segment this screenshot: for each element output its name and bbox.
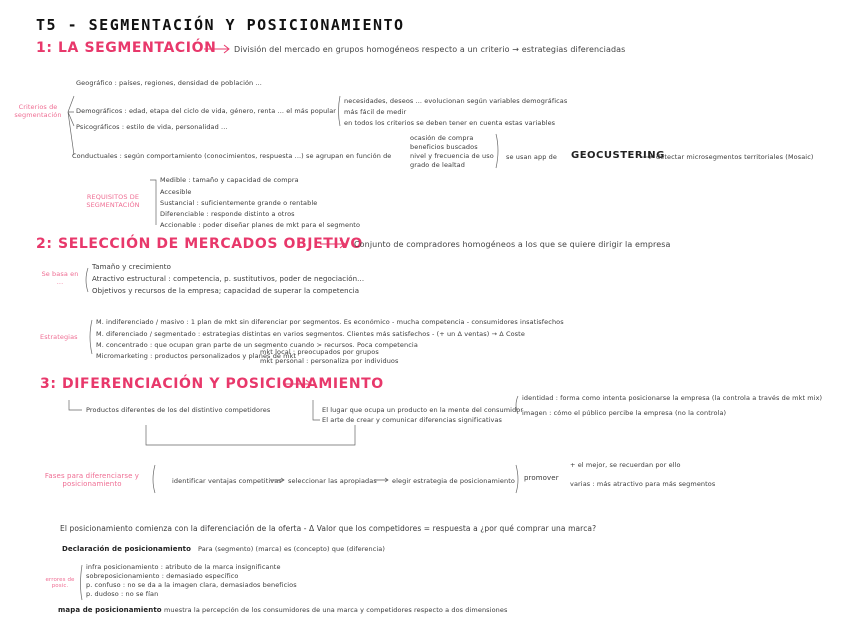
promote-note-2: varias : más atractivo para más segmentos [570,480,716,488]
base-label: Se basa en ... [41,270,79,286]
strat-2: M. diferenciado / segmentado : estrategias distintas en varios segmentos. Clientes más satisfechos - (+ un Δ ventas) → Δ Coste [96,330,525,338]
s2-definition: Conjunto de compradores homogéneos a los que se quiere dirigir la empresa [354,240,671,249]
strat-4: Micromarketing : productos personalizados y planes de mkt [96,352,297,360]
section-2-heading: 2: SELECCIÓN DE MERCADOS OBJETIVO [36,236,363,252]
pos-def-2: El arte de crear y comunicar diferencias significativas [322,416,503,424]
base-2: Atractivo estructural : competencia, p. sustitutivos, poder de negociación... [92,275,365,283]
req-4: Diferenciable : responde distinto a otros [160,210,295,218]
strat-label: Estrategias [40,333,78,341]
req-2: Accesible [160,188,192,196]
phase-2: seleccionar las apropiadas [288,477,377,485]
geo-result: detectar microsegmentos territoriales (Mosaic) [656,153,814,161]
section-3-heading: 3: DIFERENCIACIÓN Y POSICIONAMIENTO [40,376,384,392]
phase-1: identificar ventajas competitivas [172,477,282,485]
geo-note: se usan app de [506,153,557,161]
geo-criterion: Geográfico : países, regiones, densidad de población ... [76,79,262,87]
diff-text: Productos diferentes de los del distintivo competidores [86,406,271,414]
criteria-label: Criterios de segmentación [14,103,62,119]
conduct-item-1: ocasión de compra [410,134,474,142]
summary-text: El posicionamiento comienza con la diferenciación de la oferta - Δ Valor que los competidores = respuesta a ¿por qué comprar una marca? [60,524,597,533]
req-1: Medible : tamaño y capacidad de compra [160,176,299,184]
map-label: mapa de posicionamiento [58,606,162,614]
pos-def-1: El lugar que ocupa un producto en la mente del consumidor [322,406,524,414]
errors-label: errores de posic. [45,577,75,589]
strat-1: M. indiferenciado / masivo : 1 plan de mkt sin diferenciar por segmentos. Es económico - mucha competencia - consumidores insatisfechos [96,318,564,326]
geocustering-keyword: GEOCUSTERING [571,150,665,161]
conduct-item-2: beneficios buscados [410,143,478,151]
phases-label: Fases para diferenciarse y posicionamiento [44,472,140,488]
demo-note-2: más fácil de medir [344,108,407,116]
map-text: muestra la percepción de los consumidores de una marca y competidores respecto a dos dimensiones [164,606,508,614]
demo-criterion: Demográficos : edad, etapa del ciclo de vida, género, renta ... el más popular [76,107,337,115]
demo-note-1: necesidades, deseos ... evolucionan según variables demográficas [344,97,568,105]
image-text: imagen : cómo el público percibe la empresa (no la controla) [522,409,727,417]
conduct-criterion: Conductuales : según comportamiento (conocimientos, respuesta ...) se agrupan en función de [72,152,392,160]
demo-note-3: en todos los criterios se deben tener en cuenta estas variables [344,119,556,127]
base-3: Objetivos y recursos de la empresa; capacidad de superar la competencia [92,287,360,295]
s1-definition: División del mercado en grupos homogéneos respecto a un criterio → estrategias diferenciadas [234,45,626,54]
error-3: p. confuso : no se da a la imagen clara, demasiados beneficios [86,581,297,589]
micro-note-2: mkt personal : personaliza por individuos [260,357,399,365]
phase-3: elegir estrategia de posicionamiento [392,477,515,485]
error-1: infra posicionamiento : atributo de la marca insignificante [86,563,281,571]
promote-label: promover [524,474,559,482]
req-5: Accionable : poder diseñar planes de mkt para el segmento [160,221,361,229]
req-label: REQUISITOS DE SEGMENTACIÓN [86,193,140,209]
error-4: p. dudoso : no se fían [86,590,159,598]
base-1: Tamaño y crecimiento [92,263,172,271]
declaration-label: Declaración de posicionamiento [62,545,192,553]
conduct-item-3: nivel y frecuencia de uso [410,152,494,160]
promote-note-1: + el mejor, se recuerdan por ello [570,461,681,469]
micro-note-1: mkt local : preocupados por grupos [260,348,379,356]
section-1-heading: 1: LA SEGMENTACIÓN [36,40,217,56]
strat-3: M. concentrado : que ocupan gran parte de un segmento cuando > recursos. Poca competencia [96,341,418,349]
error-2: sobreposicionamiento : demasiado específico [86,572,239,580]
identity-text: identidad : forma como intenta posicionarse la empresa (la controla a través de mkt mix) [522,394,823,402]
declaration-text: Para (segmento) (marca) es (concepto) que (diferencia) [198,545,385,553]
req-3: Sustancial : suficientemente grande o rentable [160,199,318,207]
page-title: T5 - SEGMENTACIÓN Y POSICIONAMIENTO [36,16,405,34]
conduct-item-4: grado de lealtad [410,161,465,169]
psico-criterion: Psicográficos : estilo de vida, personalidad ... [76,123,228,131]
